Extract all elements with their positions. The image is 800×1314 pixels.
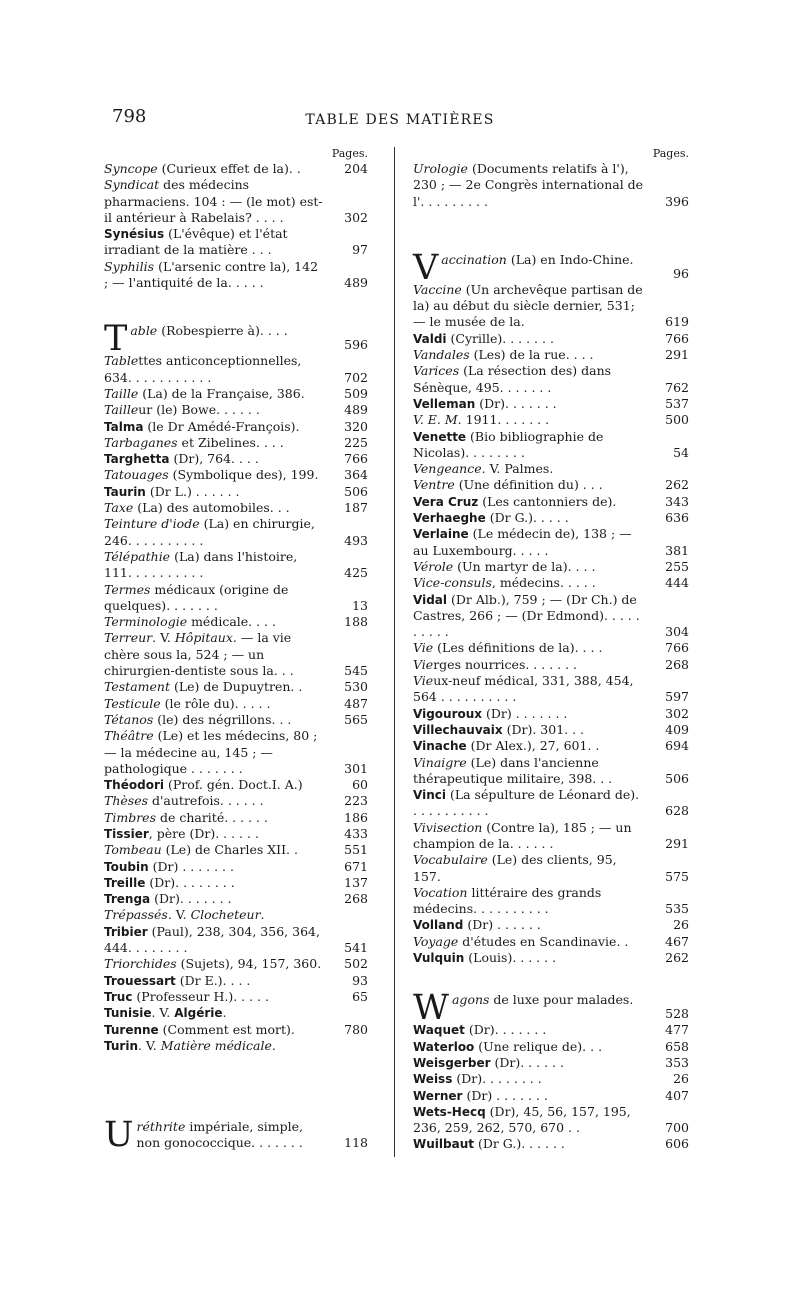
index-entry-v-e-m-1911	[413, 412, 689, 428]
entry-text: Taille (La) de la Française, 386.	[104, 385, 305, 401]
index-entry-verole-un-martyr-de-la	[413, 559, 689, 575]
index-entry-villechauvaix-dr-301	[413, 722, 689, 738]
entry-page: 444	[665, 575, 689, 591]
entry-page: 506	[665, 770, 689, 786]
index-entry-varices-la-resection-des-dans-	[413, 363, 689, 396]
entry-text: Vierges nourrices. . . . . . .	[413, 656, 578, 672]
entry-text: Vivisection (Contre la), 185 ; — un champion de la. . . . . .	[413, 819, 632, 851]
entry-text: Verhaeghe (Dr G.). . . . .	[413, 510, 569, 526]
entry-page: 343	[665, 493, 689, 509]
entry-text: Taurin (Dr L.) . . . . . .	[104, 483, 240, 499]
entry-page: 93	[352, 972, 368, 988]
entry-text: Uréthrite impériale, simple, non gonococcique. . . . . . .	[104, 1115, 303, 1156]
index-entry-waquet-dr	[413, 1022, 689, 1038]
entry-text: Tarbaganes et Zibelines. . . .	[104, 434, 284, 450]
index-entry-volland-dr	[413, 917, 689, 933]
index-entry-werner-dr	[413, 1088, 689, 1104]
index-entry-verhaeghe-dr-g	[413, 510, 689, 526]
entry-page: 628	[665, 803, 689, 819]
entry-page: 597	[665, 689, 689, 705]
entry-page: 780	[344, 1021, 368, 1037]
index-entry-wuilbaut-dr-g	[413, 1136, 689, 1152]
index-entry-teinture-d-iode-la-en-chirurgi	[104, 516, 368, 549]
index-entry-taurin-dr-l	[104, 484, 368, 500]
entry-text: Vinaigre (Le) dans l'ancienne thérapeutique militaire, 398. . .	[413, 754, 613, 786]
right-column	[413, 147, 689, 1153]
index-entry-ventre-une-definition-du	[413, 477, 689, 493]
entry-text: V. E. M. 1911. . . . . . .	[413, 412, 550, 428]
index-entry-vera-cruz-les-cantonniers-de	[413, 494, 689, 510]
column-divider	[394, 147, 395, 1157]
entry-text: Talma (le Dr Amédé-François).	[104, 418, 300, 434]
pages-label: Pages.	[652, 147, 689, 160]
index-entry-vieux-neuf-medical-331-388-454	[413, 673, 689, 706]
entry-page: 487	[344, 695, 368, 711]
index-entry-venette-bio-bibliographie-de-n	[413, 429, 689, 462]
index-entry-syphilis-l-arsenic-contre-la-1	[104, 259, 368, 292]
entry-text: Werner (Dr) . . . . . . .	[413, 1087, 548, 1103]
entry-text: Trenga (Dr). . . . . . .	[104, 891, 232, 907]
index-entry-weisgerber-dr	[413, 1055, 689, 1071]
index-entry-vidal-dr-alb-759-dr-ch-de-cast	[413, 592, 689, 641]
index-entry-targhetta-dr-764	[104, 451, 368, 467]
entry-text: Syndicat des médecins pharmaciens. 104 : — (le mot) est-il antérieur à Rabelais? . . . .	[104, 177, 323, 225]
entry-text: Urologie (Documents relatifs à l'), 230 ; — 2e Congrès international de l'. . . . . . . . .	[413, 161, 644, 209]
page-number: 798	[112, 106, 147, 127]
entry-text: Théâtre (Le) et les médecins, 80 ; — la médecine au, 145 ; — pathologique . . . . . . .	[104, 728, 318, 776]
index-entry-waterloo-une-relique-de	[413, 1039, 689, 1055]
entry-text: Ventre (Une définition du) . . .	[413, 477, 603, 493]
entry-text: Vocabulaire (Le) des clients, 95, 157.	[413, 852, 617, 884]
entry-page: 596	[344, 337, 368, 353]
entry-text: Vengeance. V. Palmes.	[413, 461, 554, 477]
entry-page: 26	[673, 917, 689, 933]
entry-page: 500	[665, 412, 689, 428]
index-entry-testicule-le-role-du	[104, 696, 368, 712]
left-column	[104, 147, 368, 1156]
section-gap	[104, 1054, 368, 1119]
pages-label: Pages.	[331, 147, 368, 160]
entry-page: 96	[673, 265, 689, 281]
entry-text: Vandales (Les) de la rue. . . .	[413, 347, 594, 363]
index-entry-synesius-l-eveque-et-l-etat-ir	[104, 226, 368, 259]
entry-page: 575	[665, 868, 689, 884]
entry-page: 502	[344, 956, 368, 972]
entry-text: Vieux-neuf médical, 331, 388, 454, 564 . . . . . . . . . .	[413, 673, 634, 705]
entry-text: Tissier, père (Dr). . . . . .	[104, 825, 259, 841]
index-entry-urethrite-imperiale-simple-non	[104, 1115, 368, 1156]
entry-page: 302	[344, 209, 368, 225]
entry-text: Verlaine (Le médecin de), 138 ; — au Luxembourg. . . . .	[413, 526, 632, 558]
entry-text: Terreur. V. Hôpitaux. — la vie chère sous la, 524 ; — un chirurgien-dentiste sous la. . .	[104, 630, 294, 679]
entry-page: 364	[344, 467, 368, 483]
entry-text: Villechauvaix (Dr). 301. . .	[413, 721, 585, 737]
entry-page: 65	[352, 988, 368, 1004]
section-gap	[413, 210, 689, 252]
entry-text: Vaccine (Un archevêque partisan de la) au début du siècle dernier, 531; — le musée de la.	[413, 281, 643, 330]
entry-text: Syncope (Curieux effet de la). .	[104, 161, 301, 176]
section-gap	[104, 291, 368, 323]
index-entry-theses-d-autrefois	[104, 793, 368, 809]
entry-page: 671	[344, 858, 368, 874]
index-entry-vaccine-un-archeveque-partisan	[413, 282, 689, 331]
entry-page: 530	[344, 679, 368, 695]
index-entry-tunisie-v-algerie	[104, 1005, 368, 1021]
entry-page: 535	[665, 901, 689, 917]
entry-text: Valdi (Cyrille). . . . . . .	[413, 330, 554, 346]
entry-page: 545	[344, 663, 368, 679]
index-entry-trouessart-dr-e	[104, 973, 368, 989]
entry-page: 506	[344, 483, 368, 499]
entry-text: Vocation littéraire des grands médecins. . . . . . . . . .	[413, 884, 602, 917]
entry-text: Vinci (La sépulture de Léonard de). . . . . . . . . . .	[413, 787, 640, 819]
entry-text: Waterloo (Une relique de). . .	[413, 1038, 603, 1054]
entry-text: Vidal (Dr Alb.), 759 ; — (Dr Ch.) de Castres, 266 ; — (Dr Edmond). . . . . . . . . .	[413, 591, 640, 640]
index-entry-terminologie-medicale	[104, 614, 368, 630]
index-entry-vandales-les-de-la-rue	[413, 347, 689, 363]
entry-text: Vaccination (La) en Indo-Chine.	[413, 247, 634, 288]
entry-text: Teinture d'iode (La) en chirurgie, 246. . . . . . . . . .	[104, 516, 315, 548]
section-gap	[413, 966, 689, 992]
index-entry-tissier-pere-dr	[104, 826, 368, 842]
entry-text: Turin. V. Matière médicale.	[104, 1037, 276, 1053]
entry-text: Tombeau (Le) de Charles XII. .	[104, 842, 298, 858]
index-entry-wets-hecq-dr-45-56-157-195-236	[413, 1104, 689, 1137]
index-entry-taille-la-de-la-francaise-386	[104, 386, 368, 402]
entry-text: Treille (Dr). . . . . . . .	[104, 874, 235, 890]
entry-page: 619	[665, 314, 689, 330]
entry-text: Venette (Bio bibliographie de Nicolas). . . . . . . .	[413, 428, 604, 460]
index-entry-trepasses-v-clocheteur	[104, 907, 368, 923]
entry-text: Wets-Hecq (Dr), 45, 56, 157, 195, 236, 259, 262, 570, 670 . .	[413, 1103, 631, 1136]
index-entry-triorchides-sujets-94-157-360	[104, 956, 368, 972]
entry-text: Table (Robespierre à). . . .	[104, 319, 288, 360]
entry-page: 766	[665, 330, 689, 346]
entry-page: 255	[665, 558, 689, 574]
entry-text: Vérole (Un martyr de la). . . .	[413, 558, 596, 574]
index-entry-voyage-d-etudes-en-scandinavie	[413, 934, 689, 950]
entry-page: 489	[344, 275, 368, 291]
index-entry-syndicat-des-medecins-pharmaci	[104, 177, 368, 226]
entry-page: 204	[344, 161, 368, 176]
entry-page: 60	[352, 777, 368, 793]
entry-page: 565	[344, 711, 368, 727]
entry-page: 493	[344, 532, 368, 548]
entry-text: Weisgerber (Dr). . . . . .	[413, 1054, 564, 1070]
index-entry-syncope-curieux-effet-de-la	[104, 161, 368, 177]
entry-text: Théodori (Prof. gén. Doct.I. A.)	[104, 777, 303, 793]
entry-page: 353	[665, 1054, 689, 1070]
entry-page: 291	[665, 347, 689, 363]
entry-page: 262	[665, 950, 689, 966]
entry-text: Syphilis (L'arsenic contre la), 142 ; — l'antiquité de la. . . . .	[104, 258, 319, 291]
index-entry-toubin-dr	[104, 859, 368, 875]
index-entry-theatre-le-et-les-medecins-80-	[104, 728, 368, 777]
index-entry-treille-dr	[104, 875, 368, 891]
index-entry-tatouages-symbolique-des-199	[104, 467, 368, 483]
index-entry-vinaigre-le-dans-l-ancienne-th	[413, 755, 689, 788]
entry-page: 551	[344, 842, 368, 858]
index-entry-timbres-de-charite	[104, 810, 368, 826]
index-entry-taxe-la-des-automobiles	[104, 500, 368, 516]
entry-page: 225	[344, 434, 368, 450]
entry-page: 425	[344, 565, 368, 581]
entry-text: Vigouroux (Dr) . . . . . . .	[413, 705, 568, 721]
entry-text: Timbres de charité. . . . . .	[104, 809, 268, 825]
entry-text: Varices (La résection des) dans Sénèque, 495. . . . . . .	[413, 363, 612, 395]
entry-page: 537	[665, 395, 689, 411]
index-entry-turenne-comment-est-mort	[104, 1022, 368, 1038]
entry-text: Tatouages (Symbolique des), 199.	[104, 467, 319, 483]
entry-page: 528	[665, 1006, 689, 1022]
entry-page: 223	[344, 793, 368, 809]
entry-page: 26	[673, 1071, 689, 1087]
index-entry-vice-consuls-medecins	[413, 575, 689, 591]
entry-page: 302	[665, 705, 689, 721]
index-entry-tombeau-le-de-charles-xii	[104, 842, 368, 858]
entry-text: Vinache (Dr Alex.), 27, 601. .	[413, 738, 600, 754]
index-entry-termes-medicaux-origine-de-que	[104, 582, 368, 615]
entry-page: 702	[344, 369, 368, 385]
entry-text: Tunisie. V. Algérie.	[104, 1005, 227, 1021]
index-entry-theodori-prof-gen-doct-i-a	[104, 777, 368, 793]
entry-page: 268	[665, 656, 689, 672]
index-entry-vengeance-v-palmes	[413, 461, 689, 477]
index-entry-vocation-litteraire-des-grands	[413, 885, 689, 918]
index-entry-terreur-v-hopitaux-la-vie-cher	[104, 630, 368, 679]
entry-text: Tétanos (le) des négrillons. . .	[104, 711, 292, 727]
index-entry-telepathie-la-dans-l-histoire-	[104, 549, 368, 582]
entry-text: Velleman (Dr). . . . . . .	[413, 395, 557, 411]
index-entry-tetanos-le-des-negrillons	[104, 712, 368, 728]
entry-text: Voyage d'études en Scandinavie. .	[413, 933, 629, 949]
entry-page: 97	[352, 242, 368, 258]
index-entry-vulquin-louis	[413, 950, 689, 966]
entry-page: 186	[344, 809, 368, 825]
entry-text: Wuilbaut (Dr G.). . . . . .	[413, 1136, 565, 1152]
entry-page: 118	[344, 1135, 368, 1151]
entry-text: Triorchides (Sujets), 94, 157, 360.	[104, 956, 322, 972]
index-entry-verlaine-le-medecin-de-138-au-	[413, 526, 689, 559]
index-entry-urologie-documents-relatifs-a-	[413, 161, 689, 210]
entry-page: 762	[665, 379, 689, 395]
index-entry-velleman-dr	[413, 396, 689, 412]
entry-text: Weiss (Dr). . . . . . . .	[413, 1071, 542, 1087]
entry-page: 301	[344, 760, 368, 776]
entry-page: 658	[665, 1038, 689, 1054]
entry-text: Thèses d'autrefois. . . . . .	[104, 793, 264, 809]
entry-page: 694	[665, 738, 689, 754]
entry-page: 489	[344, 402, 368, 418]
index-entry-weiss-dr	[413, 1071, 689, 1087]
index-entry-vinci-la-sepulture-de-leonard-	[413, 787, 689, 820]
entry-text: Terminologie médicale. . . .	[104, 614, 276, 630]
entry-text: Targhetta (Dr), 764. . . .	[104, 451, 259, 467]
index-entry-vaccination-la-en-indo-chine	[413, 247, 689, 288]
entry-page: 433	[344, 825, 368, 841]
entry-page: 320	[344, 418, 368, 434]
entry-text: Termes médicaux (origine de quelques). . . . . . .	[104, 581, 289, 613]
index-entry-vocabulaire-le-des-clients-95-	[413, 852, 689, 885]
entry-text: Trépassés. V. Clocheteur.	[104, 907, 265, 923]
entry-text: Vera Cruz (Les cantonniers de).	[413, 493, 617, 509]
index-entry-vierges-nourrices	[413, 657, 689, 673]
entry-text: Vulquin (Louis). . . . . .	[413, 950, 557, 966]
index-entry-tribier-paul-238-304-356-364-4	[104, 924, 368, 957]
entry-text: Tailleur (le) Bowe. . . . . .	[104, 402, 260, 418]
index-entry-vigouroux-dr	[413, 706, 689, 722]
entry-text: Trouessart (Dr E.). . . .	[104, 972, 251, 988]
entry-text: Truc (Professeur H.). . . . .	[104, 988, 269, 1004]
entry-text: Testicule (le rôle du). . . . .	[104, 695, 271, 711]
entry-text: Vice-consuls, médecins. . . . .	[413, 575, 596, 591]
index-entry-testament-le-de-dupuytren	[104, 679, 368, 695]
entry-page: 766	[665, 640, 689, 656]
entry-page: 137	[344, 874, 368, 890]
index-entry-turin-v-matiere-medicale	[104, 1038, 368, 1054]
entry-text: Wagons de luxe pour malades.	[413, 988, 634, 1029]
entry-text: Turenne (Comment est mort).	[104, 1021, 295, 1037]
entry-page: 396	[665, 193, 689, 209]
index-entry-tablettes-anticonceptionnelles	[104, 353, 368, 386]
entry-page: 766	[344, 451, 368, 467]
entry-page: 262	[665, 477, 689, 493]
entry-text: Synésius (L'évêque) et l'état irradiant de la matière . . .	[104, 226, 288, 258]
entry-page: 409	[665, 721, 689, 737]
entry-page: 509	[344, 385, 368, 401]
index-entry-wagons-de-luxe-pour-malades	[413, 988, 689, 1029]
index-entry-table-robespierre-a	[104, 319, 368, 360]
entry-page: 54	[673, 444, 689, 460]
entry-text: Volland (Dr) . . . . . .	[413, 917, 541, 933]
entry-text: Testament (Le) de Dupuytren. .	[104, 679, 303, 695]
entry-page: 304	[665, 624, 689, 640]
index-entry-vinache-dr-alex-27-601	[413, 738, 689, 754]
entry-page: 700	[665, 1120, 689, 1136]
entry-page: 291	[665, 835, 689, 851]
index-entry-truc-professeur-h	[104, 989, 368, 1005]
entry-page: 467	[665, 933, 689, 949]
entry-page: 407	[665, 1087, 689, 1103]
entry-page: 188	[344, 614, 368, 630]
entry-page: 268	[344, 891, 368, 907]
entry-text: Taxe (La) des automobiles. . .	[104, 500, 290, 516]
index-entry-valdi-cyrille	[413, 331, 689, 347]
index-entry-talma-le-dr-amede-francois	[104, 419, 368, 435]
entry-page: 541	[344, 940, 368, 956]
page-title: TABLE DES MATIÈRES	[305, 112, 495, 128]
entry-page: 13	[352, 597, 368, 613]
entry-page: 381	[665, 542, 689, 558]
index-entry-tailleur-le-bowe	[104, 402, 368, 418]
index-entry-trenga-dr	[104, 891, 368, 907]
entry-text: Vie (Les définitions de la). . . .	[413, 640, 603, 656]
entry-text: Télépathie (La) dans l'histoire, 111. . . . . . . . . .	[104, 548, 298, 581]
entry-page: 477	[665, 1022, 689, 1038]
entry-page: 187	[344, 500, 368, 516]
entry-page: 606	[665, 1136, 689, 1152]
index-entry-vivisection-contre-la-185-un-c	[413, 820, 689, 853]
entry-page: 636	[665, 510, 689, 526]
index-entry-tarbaganes-et-zibelines	[104, 435, 368, 451]
entry-text: Tribier (Paul), 238, 304, 356, 364, 444. . . . . . . .	[104, 923, 320, 956]
entry-text: Tablettes anticonceptionnelles, 634. . . . . . . . . . .	[104, 353, 302, 385]
entry-text: Toubin (Dr) . . . . . . .	[104, 858, 234, 874]
index-entry-vie-les-definitions-de-la	[413, 640, 689, 656]
entry-text: Waquet (Dr). . . . . . .	[413, 1022, 547, 1038]
